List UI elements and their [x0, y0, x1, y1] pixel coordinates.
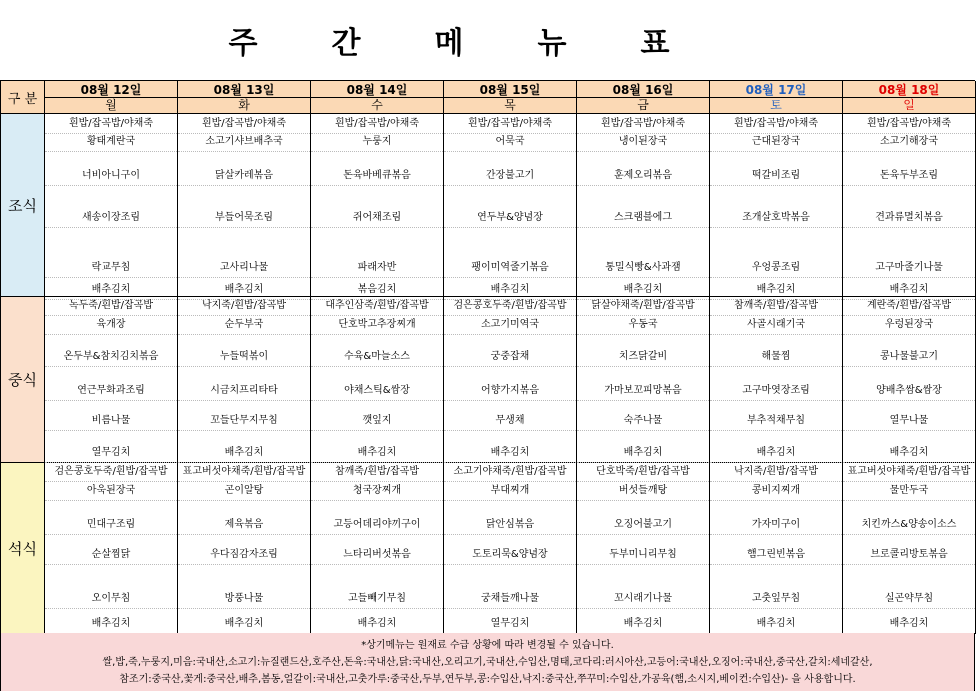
menu-item: 양배추쌈&쌈장: [843, 385, 975, 397]
menu-items: [577, 114, 709, 296]
menu-table: [0, 80, 975, 633]
menu-items: [178, 297, 310, 462]
menu-item: 연근무화과조림: [45, 385, 177, 397]
menu-cell: [843, 297, 976, 463]
menu-item: 청국장찌개: [311, 485, 443, 497]
menu-item: 우렁된장국: [843, 319, 975, 331]
menu-item: 해물찜: [710, 351, 842, 363]
menu-item: 배추김치: [577, 284, 709, 296]
menu-item: 대추인삼죽/흰밥/잡곡밥: [311, 300, 443, 312]
day-of-week: 토: [770, 97, 782, 112]
menu-item: 배추김치: [577, 618, 709, 630]
title-char: 표: [640, 26, 672, 61]
menu-item: 낙지죽/흰밥/잡곡밥: [710, 466, 842, 478]
day-date: 08월 16일: [577, 83, 709, 98]
menu-item: 가자미구이: [710, 519, 842, 531]
menu-item: 가마보꼬피망볶음: [577, 385, 709, 397]
title-char: 메: [434, 26, 466, 61]
menu-cell: [444, 463, 577, 634]
menu-items: [311, 463, 443, 633]
menu-item: 아욱된장국: [45, 485, 177, 497]
menu-item: 흰밥/잡곡밥/야채죽: [577, 118, 709, 130]
menu-item: 닭안심볶음: [444, 519, 576, 531]
menu-item: 흰밥/잡곡밥/야채죽: [178, 118, 310, 130]
menu-item: 훈제오리볶음: [577, 170, 709, 182]
menu-item: 부추적채무침: [710, 415, 842, 427]
menu-item: 느타리버섯볶음: [311, 549, 443, 561]
menu-item: 스크램블에그: [577, 212, 709, 224]
menu-item: 배추김치: [843, 284, 975, 296]
menu-item: 도토리묵&양념장: [444, 549, 576, 561]
menu-item: 콩비지찌개: [710, 485, 842, 497]
menu-item: 제육볶음: [178, 519, 310, 531]
menu-item: 흰밥/잡곡밥/야채죽: [843, 118, 975, 130]
menu-item: 배추김치: [45, 284, 177, 296]
menu-cell: [178, 114, 311, 297]
footer-line: 쌀,밥,죽,누룽지,미음:국내산,소고기:뉴질랜드산,호주산,돈육:국내산,닭:국내산,오리고기,국내산,수입산,명태,코다리:러시아산,고등어:국내산,오징어:국내산,중국산,갈치:세네갈산,: [102, 656, 873, 668]
day-header: [444, 81, 577, 114]
day-header: [178, 81, 311, 114]
menu-item: 고등어데리야끼구이: [311, 519, 443, 531]
menu-item: 꼬들단무지무침: [178, 415, 310, 427]
menu-item: 고구마엿장조림: [710, 385, 842, 397]
menu-cell: [577, 297, 710, 463]
menu-item: 근대된장국: [710, 136, 842, 148]
menu-item: 배추김치: [577, 447, 709, 459]
menu-item: 참깨죽/흰밥/잡곡밥: [710, 300, 842, 312]
menu-item: 두부미니리무침: [577, 549, 709, 561]
footer-line: 참조기:중국산,꽃게:중국산,배추,봄동,얼갈이:국내산,고춧가루:중국산,두부,연두부,콩:수입산,낙지:중국산,쭈꾸미:수입산,가공육(햄,소시지,베이컨:수입산)- 을 사용합니다.: [119, 673, 856, 685]
menu-item: 표고버섯야채죽/흰밥/잡곡밥: [178, 466, 310, 478]
menu-item: 녹두죽/흰밥/잡곡밥: [45, 300, 177, 312]
menu-item: 연두부&양념장: [444, 212, 576, 224]
menu-item: 배추김치: [710, 618, 842, 630]
menu-cell: [45, 114, 178, 297]
menu-item: 브로콜리방토볶음: [843, 549, 975, 561]
menu-item: 민대구조림: [45, 519, 177, 531]
menu-item: 열무나물: [843, 415, 975, 427]
menu-item: 방풍나물: [178, 593, 310, 605]
menu-item: 떡갈비조림: [710, 170, 842, 182]
menu-items: [843, 463, 975, 633]
menu-item: 부대찌개: [444, 485, 576, 497]
day-of-week: 목: [504, 97, 516, 112]
meal-label: 석식: [1, 463, 45, 634]
day-of-week: 금: [637, 97, 649, 112]
menu-item: 누룽지: [311, 136, 443, 148]
menu-item: 조개살호박볶음: [710, 212, 842, 224]
menu-item: 수육&마늘소스: [311, 351, 443, 363]
day-date: 08월 15일: [444, 83, 576, 98]
menu-item: 배추김치: [843, 447, 975, 459]
menu-item: 비름나물: [45, 415, 177, 427]
menu-item: 우엉콩조림: [710, 262, 842, 274]
menu-cell: [444, 297, 577, 463]
menu-item: 열무김치: [45, 447, 177, 459]
day-of-week: 수: [371, 97, 383, 112]
footer-line: *상기메뉴는 원재료 수급 상황에 따라 변경될 수 있습니다.: [361, 639, 614, 651]
menu-item: 단호박죽/흰밥/잡곡밥: [577, 466, 709, 478]
menu-item: 배추김치: [444, 284, 576, 296]
menu-items: [577, 297, 709, 462]
menu-item: 통밀식빵&사과잼: [577, 262, 709, 274]
menu-item: 고들빼기무침: [311, 593, 443, 605]
menu-item: 궁중잡채: [444, 351, 576, 363]
menu-item: 순두부국: [178, 319, 310, 331]
menu-item: 배추김치: [710, 284, 842, 296]
title-char: 뉴: [537, 26, 569, 61]
menu-item: 너비아니구이: [45, 170, 177, 182]
menu-item: 소고기야채죽/흰밥/잡곡밥: [444, 466, 576, 478]
day-date: 08월 12일: [45, 83, 177, 98]
menu-item: 팽이미역줄기볶음: [444, 262, 576, 274]
day-of-week: 일: [903, 97, 915, 112]
day-header: [577, 81, 710, 114]
menu-item: 소고기해장국: [843, 136, 975, 148]
menu-item: 소고기미역국: [444, 319, 576, 331]
menu-item: 시금치프리타타: [178, 385, 310, 397]
menu-item: 실곤약무침: [843, 593, 975, 605]
menu-items: [444, 114, 576, 296]
footer-notice: [0, 633, 975, 691]
menu-item: 흰밥/잡곡밥/야채죽: [311, 118, 443, 130]
menu-items: [311, 114, 443, 296]
menu-items: [843, 297, 975, 462]
menu-item: 고춧잎무침: [710, 593, 842, 605]
menu-item: 황태계란국: [45, 136, 177, 148]
gubun-header: 구 분: [1, 81, 45, 114]
menu-cell: [311, 297, 444, 463]
menu-items: [577, 463, 709, 633]
menu-item: 닭살야채죽/흰밥/잡곡밥: [577, 300, 709, 312]
menu-items: [444, 297, 576, 462]
menu-item: 온두부&참치김치볶음: [45, 351, 177, 363]
title-char: 간: [331, 26, 363, 61]
day-date: 08월 18일: [843, 83, 975, 98]
menu-cell: [843, 463, 976, 634]
menu-item: 배추김치: [178, 284, 310, 296]
day-date: 08월 17일: [710, 83, 842, 98]
menu-item: 돈육두부조림: [843, 170, 975, 182]
menu-item: 흰밥/잡곡밥/야채죽: [45, 118, 177, 130]
menu-cell: [444, 114, 577, 297]
menu-item: 숙주나물: [577, 415, 709, 427]
menu-item: 우동국: [577, 319, 709, 331]
menu-item: 육개장: [45, 319, 177, 331]
menu-cell: [178, 463, 311, 634]
menu-item: 소고기샤브배추국: [178, 136, 310, 148]
title-char: 주: [228, 26, 260, 61]
menu-cell: [311, 114, 444, 297]
menu-item: 치즈닭갈비: [577, 351, 709, 363]
menu-item: 배추김치: [843, 618, 975, 630]
menu-cell: [577, 463, 710, 634]
menu-item: 견과류멸치볶음: [843, 212, 975, 224]
day-date: 08월 13일: [178, 83, 310, 98]
menu-item: 콩나물불고기: [843, 351, 975, 363]
menu-item: 검은콩호두죽/흰밥/잡곡밥: [45, 466, 177, 478]
menu-item: 흰밥/잡곡밥/야채죽: [710, 118, 842, 130]
menu-item: 물만두국: [843, 485, 975, 497]
menu-item: 파래자반: [311, 262, 443, 274]
menu-items: [710, 297, 842, 462]
menu-item: 쥐어채조림: [311, 212, 443, 224]
menu-item: 간장불고기: [444, 170, 576, 182]
menu-item: 배추김치: [178, 618, 310, 630]
day-of-week: 화: [238, 97, 250, 112]
menu-items: [45, 463, 177, 633]
menu-item: 배추김치: [311, 447, 443, 459]
menu-item: 궁채들깨나물: [444, 593, 576, 605]
menu-item: 락교무침: [45, 262, 177, 274]
menu-items: [710, 114, 842, 296]
menu-item: 버섯들깨탕: [577, 485, 709, 497]
menu-item: 참깨죽/흰밥/잡곡밥: [311, 466, 443, 478]
page-title: [0, 0, 900, 80]
menu-item: 순살찜닭: [45, 549, 177, 561]
menu-item: 곤이알탕: [178, 485, 310, 497]
menu-cell: [710, 297, 843, 463]
meal-label: 중식: [1, 297, 45, 463]
meal-label: 조식: [1, 114, 45, 297]
menu-item: 배추김치: [45, 618, 177, 630]
menu-cell: [45, 463, 178, 634]
menu-item: 열무김치: [444, 618, 576, 630]
menu-item: 검은콩호두죽/흰밥/잡곡밥: [444, 300, 576, 312]
menu-item: 무생채: [444, 415, 576, 427]
menu-item: 배추김치: [710, 447, 842, 459]
menu-items: [178, 463, 310, 633]
menu-item: 치킨까스&양송이소스: [843, 519, 975, 531]
menu-item: 햄그린빈볶음: [710, 549, 842, 561]
menu-item: 고사리나물: [178, 262, 310, 274]
day-header: [45, 81, 178, 114]
day-header: [311, 81, 444, 114]
day-header: [843, 81, 976, 114]
menu-items: [444, 463, 576, 633]
menu-item: 우다짐감자조림: [178, 549, 310, 561]
menu-item: 야채스틱&쌈장: [311, 385, 443, 397]
menu-item: 흰밥/잡곡밥/야채죽: [444, 118, 576, 130]
menu-items: [843, 114, 975, 296]
menu-item: 낙지죽/흰밥/잡곡밥: [178, 300, 310, 312]
menu-item: 돈육바베큐볶음: [311, 170, 443, 182]
menu-item: 사골시래기국: [710, 319, 842, 331]
day-of-week: 월: [105, 97, 117, 112]
menu-items: [45, 114, 177, 296]
menu-item: 깻잎지: [311, 415, 443, 427]
menu-item: 표고버섯야채죽/흰밥/잡곡밥: [843, 466, 975, 478]
menu-items: [178, 114, 310, 296]
menu-item: 닭살카레볶음: [178, 170, 310, 182]
day-header: [710, 81, 843, 114]
menu-item: 배추김치: [178, 447, 310, 459]
menu-item: 부들어묵조림: [178, 212, 310, 224]
menu-cell: [45, 297, 178, 463]
menu-items: [710, 463, 842, 633]
menu-cell: [178, 297, 311, 463]
menu-item: 단호박고추장찌개: [311, 319, 443, 331]
menu-item: 새송이장조림: [45, 212, 177, 224]
menu-items: [311, 297, 443, 462]
menu-item: 오이무침: [45, 593, 177, 605]
menu-item: 꼬시래기나물: [577, 593, 709, 605]
menu-cell: [710, 114, 843, 297]
menu-item: 어묵국: [444, 136, 576, 148]
menu-item: 고구마줄기나물: [843, 262, 975, 274]
menu-item: 누들떡볶이: [178, 351, 310, 363]
menu-cell: [843, 114, 976, 297]
menu-item: 오징어불고기: [577, 519, 709, 531]
menu-items: [45, 297, 177, 462]
day-date: 08월 14일: [311, 83, 443, 98]
menu-cell: [577, 114, 710, 297]
menu-cell: [311, 463, 444, 634]
menu-item: 냉이된장국: [577, 136, 709, 148]
menu-item: 배추김치: [444, 447, 576, 459]
menu-item: 배추김치: [311, 618, 443, 630]
menu-item: 계란죽/흰밥/잡곡밥: [843, 300, 975, 312]
menu-cell: [710, 463, 843, 634]
menu-item: 어향가지볶음: [444, 385, 576, 397]
menu-item: 볶음김치: [311, 284, 443, 296]
